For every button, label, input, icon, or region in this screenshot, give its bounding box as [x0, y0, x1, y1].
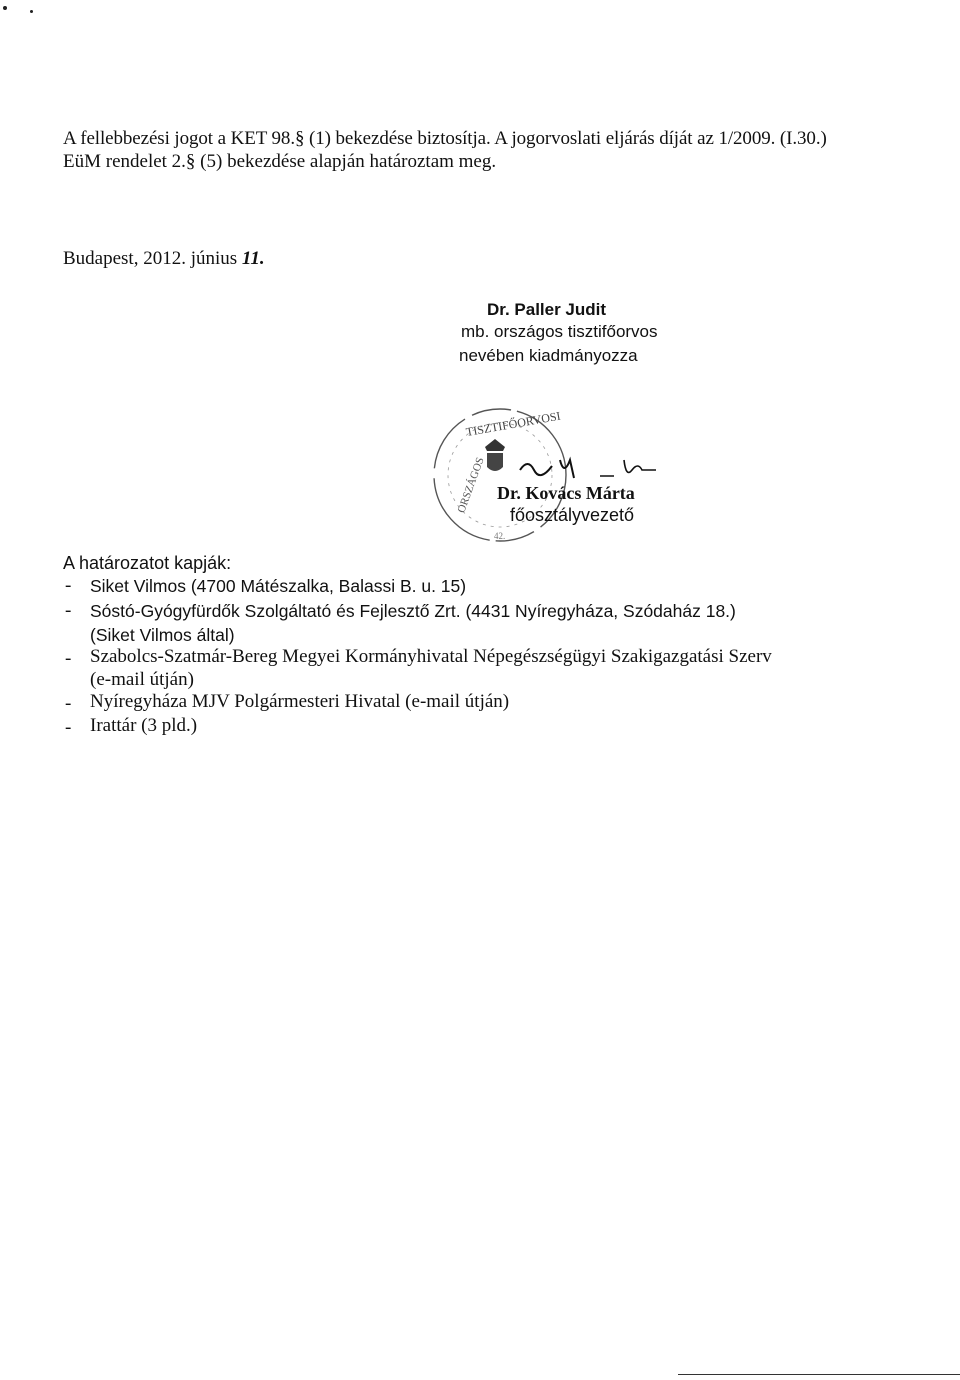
scan-speck-2 [30, 10, 33, 13]
signatory-role-line-2: nevében kiadmányozza [459, 346, 638, 365]
bottom-rule [678, 1374, 960, 1375]
stamp-number: 42. [494, 531, 506, 541]
stamp-text-top: TISZTIFŐORVOSI [464, 408, 562, 440]
legal-paragraph-line-2: EüM rendelet 2.§ (5) bekezdése alapján határoztam meg. [63, 151, 497, 172]
recipient-bullet: - [65, 648, 72, 669]
signed-by-name: Dr. Kovács Márta [497, 483, 635, 503]
scan-speck-1 [3, 6, 7, 10]
recipient-bullet: - [65, 717, 72, 738]
handwritten-day: 11. [241, 248, 265, 269]
signatory-name: Dr. Paller Judit [487, 300, 607, 319]
recipient-line-2: (Siket Vilmos által) [90, 625, 235, 645]
recipient-line: Sóstó-Gyógyfürdők Szolgáltató és Fejlesztő Zrt. (4431 Nyíregyháza, Szódaház 18.) [90, 601, 736, 621]
recipient-line: Szabolcs-Szatmár-Bereg Megyei Kormányhivatal Népegészségügyi Szakigazgatási Szerv [90, 646, 772, 667]
recipient-bullet: - [65, 575, 72, 596]
signatory-role-line-1: mb. országos tisztifőorvos [461, 322, 658, 341]
legal-paragraph-line-1: A fellebbezési jogot a KET 98.§ (1) bekezdése biztosítja. A jogorvoslati eljárás díját az 1/2009. (I.30.) [63, 128, 827, 149]
recipient-line-2: (e-mail útján) [90, 669, 194, 690]
recipient-bullet: - [65, 693, 72, 714]
recipient-line: Siket Vilmos (4700 Mátészalka, Balassi B. u. 15) [90, 576, 467, 596]
recipient-line: Nyíregyháza MJV Polgármesteri Hivatal (e-mail útján) [90, 691, 510, 712]
signed-by-title: főosztályvezető [510, 505, 635, 525]
place-date-text: Budapest, 2012. június [63, 248, 242, 269]
recipients-heading: A határozatot kapják: [63, 553, 232, 573]
place-date [63, 248, 265, 270]
stamp-text-left: ORSZÁGOS [455, 455, 487, 515]
recipient-line: Irattár (3 pld.) [90, 715, 198, 736]
recipient-bullet: - [65, 600, 72, 621]
